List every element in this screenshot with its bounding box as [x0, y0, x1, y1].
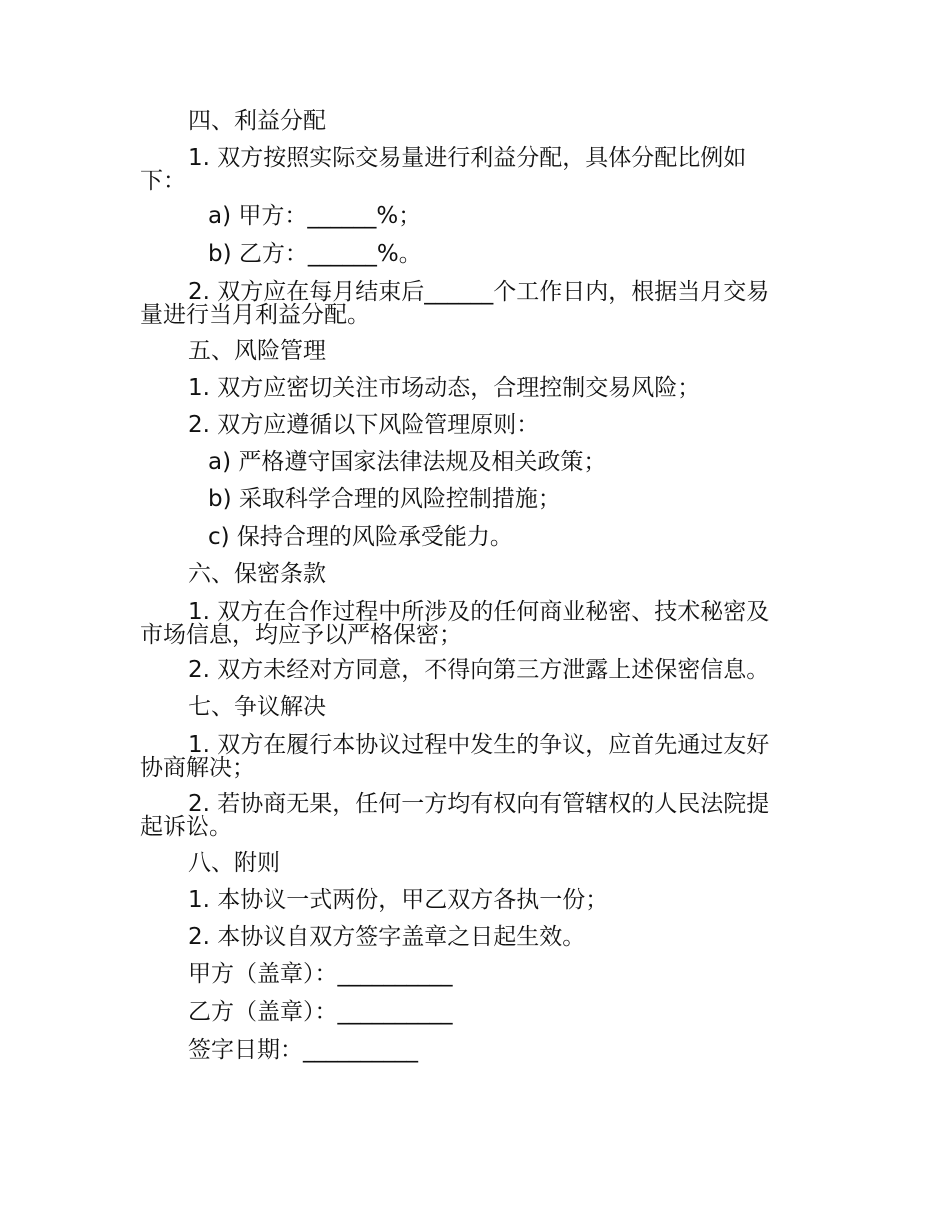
clause-7-1-line-2: 协商解决； [140, 755, 255, 781]
clause-6-1-line-2: 市场信息，均应予以严格保密； [140, 622, 462, 648]
section-heading-profit-distribution: 四、利益分配 [188, 108, 326, 134]
clause-4-1-b: b) 乙方：______%。 [208, 241, 422, 267]
clause-5-2-b: b) 采取科学合理的风险控制措施； [208, 486, 561, 512]
clause-5-1: 1. 双方应密切关注市场动态，合理控制交易风险； [188, 375, 701, 401]
clause-5-2-c: c) 保持合理的风险承受能力。 [208, 524, 513, 550]
section-heading-dispute-resolution: 七、争议解决 [188, 694, 326, 720]
clause-6-1-line-1: 1. 双方在合作过程中所涉及的任何商业秘密、技术秘密及 [188, 599, 770, 625]
clause-7-2-line-1: 2. 若协商无果，任何一方均有权向有管辖权的人民法院提 [188, 791, 770, 817]
clause-5-2: 2. 双方应遵循以下风险管理原则： [188, 412, 540, 438]
clause-5-2-a: a) 严格遵守国家法律法规及相关政策； [208, 449, 607, 475]
section-heading-confidentiality: 六、保密条款 [188, 561, 326, 587]
section-heading-risk-management: 五、风险管理 [188, 338, 326, 364]
signature-date: 签字日期：__________ [188, 1037, 418, 1063]
clause-4-2-line-1: 2. 双方应在每月结束后______个工作日内，根据当月交易 [188, 279, 770, 305]
clause-8-1: 1. 本协议一式两份，甲乙双方各执一份； [188, 887, 609, 913]
signature-party-b: 乙方（盖章）：__________ [188, 999, 453, 1025]
clause-8-2: 2. 本协议自双方签字盖章之日起生效。 [188, 924, 586, 950]
clause-4-1-line-2: 下： [140, 168, 186, 194]
clause-4-1-line-1: 1. 双方按照实际交易量进行利益分配，具体分配比例如 [188, 145, 747, 171]
clause-7-2-line-2: 起诉讼。 [140, 814, 232, 840]
signature-party-a: 甲方（盖章）：__________ [188, 961, 453, 987]
section-heading-supplementary: 八、附则 [188, 850, 280, 876]
clause-4-2-line-2: 量进行当月利益分配。 [140, 302, 370, 328]
clause-6-2: 2. 双方未经对方同意，不得向第三方泄露上述保密信息。 [188, 657, 770, 683]
clause-4-1-a: a) 甲方：______%； [208, 203, 422, 229]
clause-7-1-line-1: 1. 双方在履行本协议过程中发生的争议，应首先通过友好 [188, 732, 770, 758]
